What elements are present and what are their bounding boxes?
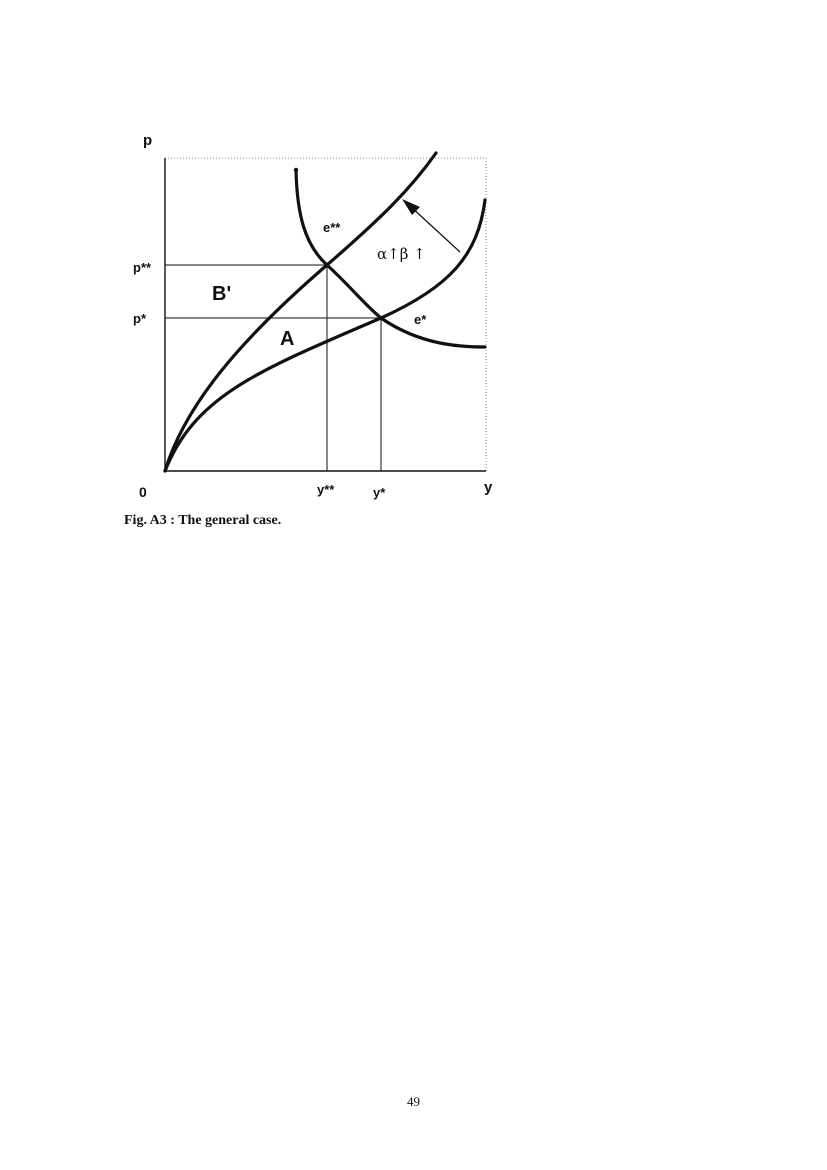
y-star-label: y* <box>373 485 386 500</box>
y-double-star-label: y** <box>317 482 335 497</box>
plot-frame <box>165 158 486 471</box>
p-double-star-label: p** <box>133 260 152 275</box>
p-star-label: p* <box>133 311 146 326</box>
e-star-label: e* <box>414 312 427 327</box>
y-axis-label: y <box>484 479 493 496</box>
region-b-prime-label: B' <box>212 283 232 305</box>
page-number: 49 <box>407 1094 420 1109</box>
region-a-label: A <box>280 328 295 350</box>
p-axis-label: p <box>143 132 153 149</box>
figure-caption: Fig. A3 : The general case. <box>124 513 282 528</box>
demand-curve-endpoint <box>294 168 298 172</box>
e-double-star-label: e** <box>323 220 341 235</box>
lower-supply-curve <box>165 200 485 471</box>
origin-label: 0 <box>139 484 147 500</box>
shift-annotation: α↑β ↑ <box>377 245 426 263</box>
